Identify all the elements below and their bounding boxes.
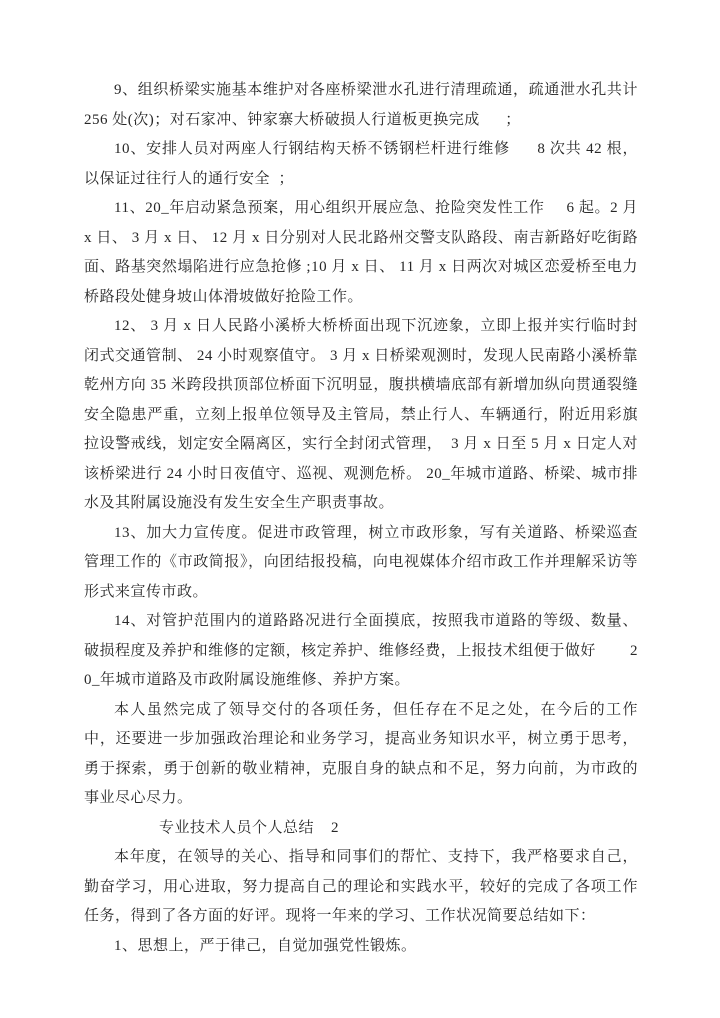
paragraph: 本人虽然完成了领导交付的各项任务，但任存在不足之处，在今后的工作中，还要进一步加强政治理论和业务学习，提高业务知识水平，树立勇于思考，勇于探索，勇于创新的敬业精神，克服自身的缺点和不足，努力向前，为市政的事业尽心尽力。: [84, 701, 638, 806]
paragraph: 9、组织桥梁实施基本维护对各座桥梁泄水孔进行清理疏通，疏通泄水孔共计 256 处(次)；对石家冲、钟家寨大桥破损人行道板更换完成 ；: [84, 82, 672, 128]
paragraph: 13、加大力宣传度。促进市政管理，树立市政形象，写有关道路、桥梁巡查管理工作的《市政简报》，向团结报投稿，向电视媒体介绍市政工作并理解采访等形式来宣传市政。: [84, 524, 638, 600]
paragraph: 14、对管护范围内的道路路况进行全面摸底，按照我市道路的等级、数量、破损程度及养护和维修的定额，核定养护、维修经费，上报技术组便于做好 20_年城市道路及市政附属设施维修、养护方案。: [84, 613, 638, 688]
paragraph: 10、安排人员对两座人行钢结构天桥不锈钢栏杆进行维修 8 次共 42 根，以保证过往行人的通行安全 ；: [84, 141, 638, 187]
document-body: [84, 76, 672, 961]
paragraph: 本年度，在领导的关心、指导和同事们的帮忙、支持下，我严格要求自己，勤奋学习，用心进取，努力提高自己的理论和实践水平，较好的完成了各项工作任务，得到了各方面的好评。现将一年来的学习、工作状况简要总结如下：: [84, 849, 638, 924]
section-title: 专业技术人员个人总结 2: [159, 819, 340, 836]
paragraph: 12、 3 月 x 日人民路小溪桥大桥桥面出现下沉迹象，立即上报并实行临时封闭式交通管制、 24 小时观察值守。 3 月 x 日桥梁观测时，发现人民南路小溪桥靠乾州方向 35 米跨段拱顶部位桥面下沉明显，腹拱横墙底部有新增加纵向贯通裂缝安全隐患严重，立刻上报单位领导及主管局，禁止行人、车辆通行，附近用彩旗拉设警戒线，划定安全隔离区，实行全封闭式管理， 3 月 x 日至 5 月 x 日定人对该桥梁进行 24 小时日夜值守、巡视、观测危桥。 20_年城市道路、桥梁、城市排水及其附属设施没有发生安全生产职责事故。: [84, 318, 638, 511]
paragraph: 1、思想上，严于律己，自觉加强党性锻炼。: [114, 937, 417, 954]
paragraph: 11、20_年启动紧急预案，用心组织开展应急、抢险突发性工作 6 起。2 月 x 日、 3 月 x 日、 12 月 x 日分别对人民北路州交警支队路段、南吉新路好吃街路面、路基突然塌陷进行应急抢修 ;10 月 x 日、 11 月 x 日两次对城区恋爱桥至电力桥路段处健身坡山体滑坡做好抢险工作。: [84, 200, 643, 305]
